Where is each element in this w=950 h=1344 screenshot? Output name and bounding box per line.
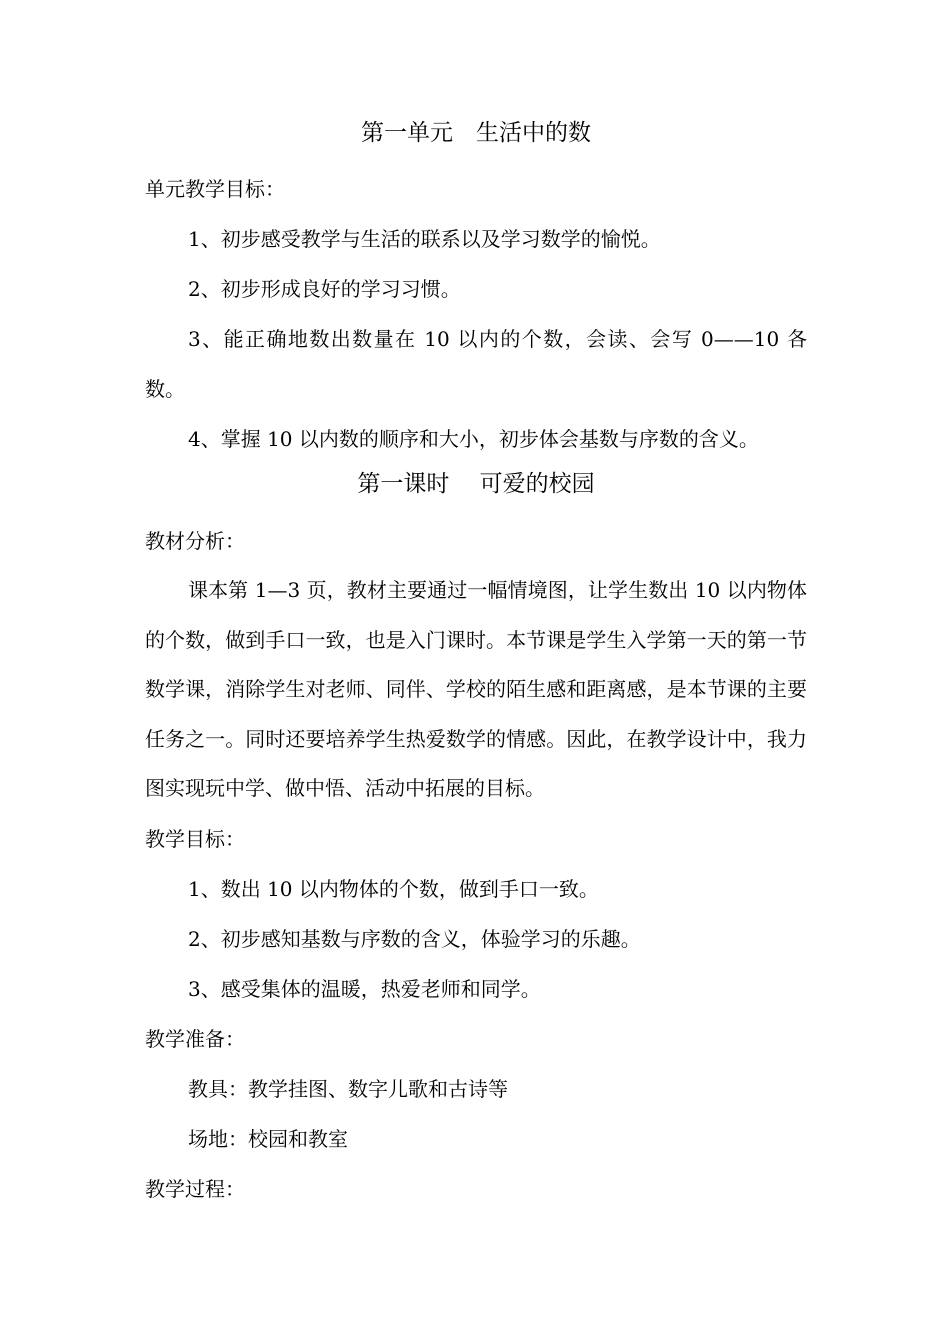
preparation-heading: 教学准备： bbox=[145, 1026, 245, 1051]
unit-goal-item: 1、初步感受教学与生活的联系以及学习数学的愉悦。 bbox=[188, 227, 661, 251]
process-heading: 教学过程： bbox=[145, 1176, 245, 1201]
teaching-goal-item: 3、感受集体的温暖，热爱老师和同学。 bbox=[188, 976, 541, 1001]
unit-goal-item: 2、初步形成良好的学习习惯。 bbox=[188, 277, 461, 301]
unit-goal-item: 3、能正确地数出数量在 10 以内的个数，会读、会写 0——10 各数。 bbox=[145, 327, 807, 401]
teaching-goals-heading: 教学目标： bbox=[145, 826, 245, 851]
unit-title: 第一单元 生活中的数 bbox=[361, 120, 591, 146]
preparation-item-tools: 教具：教学挂图、数字儿歌和古诗等 bbox=[188, 1076, 508, 1101]
teaching-goal-item: 2、初步感知基数与序数的含义，体验学习的乐趣。 bbox=[188, 926, 641, 951]
material-analysis-paragraph: 课本第 1—3 页，教材主要通过一幅情境图，让学生数出 10 以内物体的个数，做到手口一致，也是入门课时。本节课是学生入学第一天的第一节数学课，消除学生对老师、同伴、学校的陌生感和距离感，是本节课的主要任务之一。同时还要培养学生热爱数学的情感。因此，在教学设计中，我力图实现玩中学、做中悟、活动中拓展的目标。 bbox=[145, 578, 807, 800]
document-page bbox=[145, 113, 807, 1214]
lesson-title: 第一课时 可爱的校园 bbox=[357, 471, 595, 497]
unit-goals-heading: 单元教学目标： bbox=[145, 177, 285, 201]
preparation-item-venue: 场地：校园和教室 bbox=[188, 1126, 348, 1151]
unit-goal-item: 4、掌握 10 以内数的顺序和大小，初步体会基数与序数的含义。 bbox=[188, 427, 759, 451]
teaching-goal-item: 1、数出 10 以内物体的个数，做到手口一致。 bbox=[188, 876, 599, 901]
material-analysis-heading: 教材分析： bbox=[145, 529, 245, 553]
